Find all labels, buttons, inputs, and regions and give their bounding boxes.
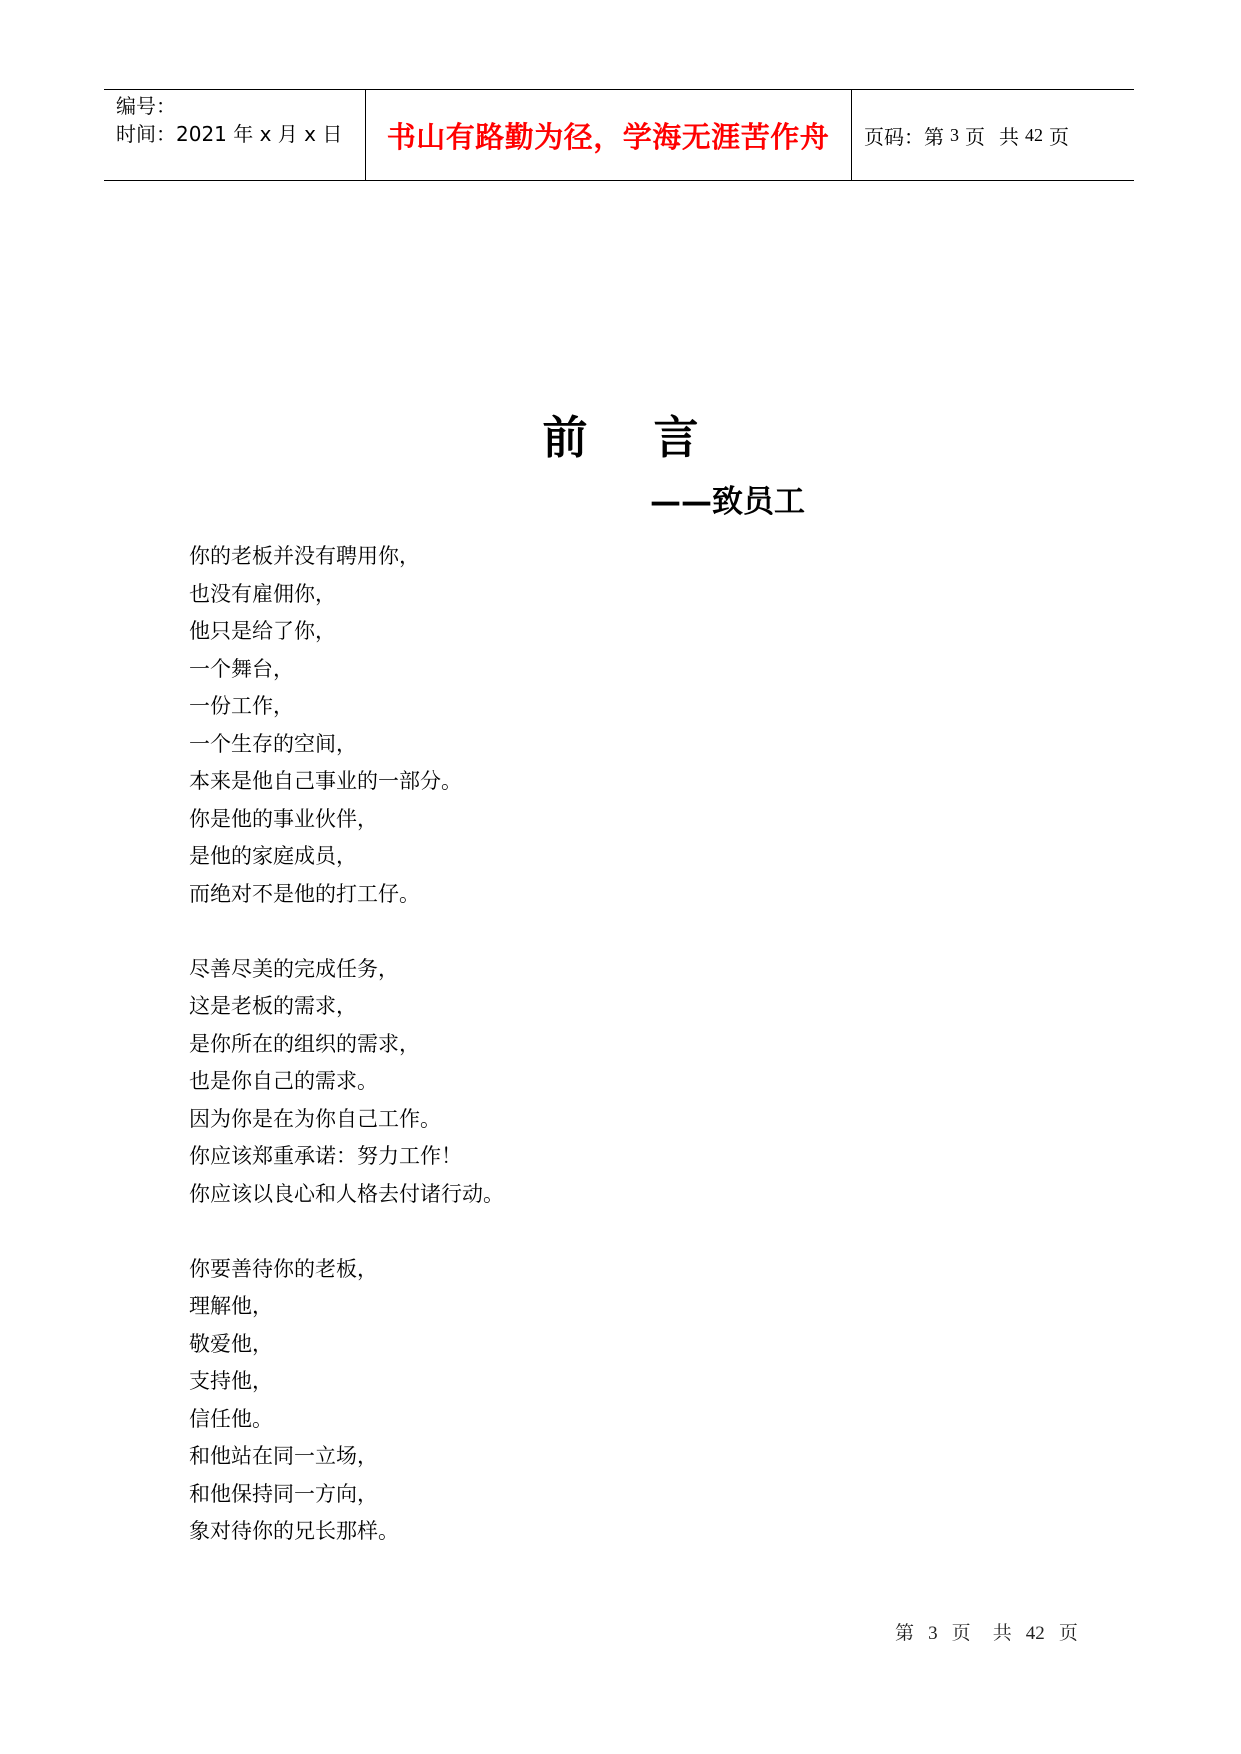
title-char-1: 前 — [542, 411, 588, 464]
poem-line: 这是老板的需求， — [189, 994, 357, 1018]
poem-line: 敬爱他， — [189, 1331, 273, 1356]
poem-line: 因为你是在为你自己工作。 — [189, 1106, 441, 1131]
footer-total-label: 共 — [992, 1622, 1012, 1644]
poem-line: 是他的家庭成员， — [189, 844, 357, 868]
stanza-break — [189, 1213, 1089, 1251]
page-label: 页码：第 — [864, 124, 944, 149]
page-total-label: 共 — [999, 124, 1019, 149]
poem-line: 你是他的事业伙伴， — [189, 806, 378, 831]
poem-line: 一份工作， — [189, 694, 294, 718]
poem-line: 他只是给了你， — [189, 619, 336, 643]
header-meta — [116, 92, 342, 148]
page-current: 3 — [950, 124, 959, 145]
header-motto: 书山有路勤为径，学海无涯苦作舟 — [386, 119, 830, 154]
footer-page-total: 42 — [1025, 1623, 1045, 1644]
footer-unit: 页 — [951, 1622, 971, 1644]
poem-line: 而绝对不是他的打工仔。 — [189, 881, 420, 906]
poem-line: 理解他， — [189, 1294, 273, 1318]
page-title — [0, 408, 1241, 468]
poem-line: 尽善尽美的完成任务， — [189, 956, 399, 981]
poem-line: 一个生存的空间， — [189, 731, 357, 756]
poem-line: 支持他， — [189, 1369, 273, 1393]
header-divider — [851, 90, 852, 180]
footer-page-current: 3 — [928, 1623, 938, 1644]
page-subtitle: ——致员工 — [650, 484, 805, 520]
poem-line: 和他保持同一方向， — [189, 1481, 378, 1506]
poem-line: 本来是他自己事业的一部分。 — [189, 769, 462, 793]
poem-line: 你应该郑重承诺：努力工作！ — [189, 1144, 462, 1168]
footer-total-unit: 页 — [1058, 1622, 1078, 1644]
page-unit: 页 — [965, 124, 985, 149]
serial-number-label: 编号： — [116, 94, 176, 118]
document-header — [104, 89, 1134, 181]
poem-line: 你应该以良心和人格去付诸行动。 — [189, 1181, 504, 1206]
poem-line: 一个舞台， — [189, 656, 294, 681]
poem-line: 你的老板并没有聘用你， — [189, 544, 420, 568]
poem-line: 和他站在同一立场， — [189, 1444, 378, 1468]
page-total-unit: 页 — [1049, 124, 1069, 149]
poem-line: 信任他。 — [189, 1406, 273, 1431]
poem-line: 是你所在的组织的需求， — [189, 1031, 420, 1056]
page-footer — [895, 1618, 1078, 1645]
title-char-2: 言 — [653, 411, 699, 464]
stanza-break — [189, 913, 1089, 951]
poem-line: 象对待你的兄长那样。 — [189, 1519, 399, 1543]
page-total: 42 — [1025, 124, 1043, 145]
header-page-info — [864, 90, 1069, 180]
footer-prefix: 第 — [895, 1622, 915, 1644]
poem-line: 也没有雇佣你， — [189, 581, 336, 606]
poem-body — [189, 538, 1089, 1551]
date-text: 时间：2021 年 x 月 x 日 — [116, 122, 343, 146]
poem-line: 你要善待你的老板， — [189, 1256, 378, 1281]
poem-line: 也是你自己的需求。 — [189, 1069, 378, 1093]
